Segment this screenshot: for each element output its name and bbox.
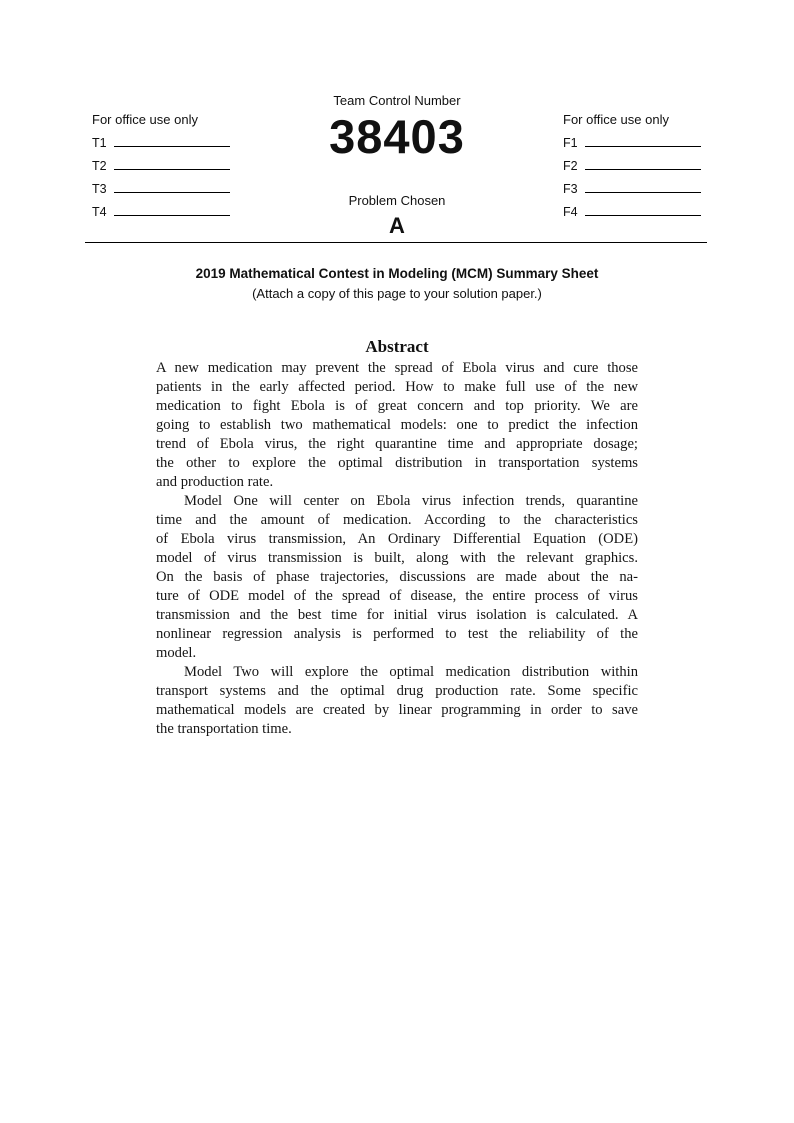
abstract-line: going to establish two mathematical models: one to predict the infection bbox=[156, 417, 638, 433]
blank-line-f1 bbox=[585, 134, 701, 147]
blank-line-t3 bbox=[114, 180, 230, 193]
office-use-block-right bbox=[563, 112, 701, 226]
problem-chosen-label: Problem Chosen bbox=[348, 193, 446, 208]
office-field-row-f1 bbox=[563, 134, 701, 157]
abstract-line: transport systems and the optimal drug production rate. Some specific bbox=[156, 683, 638, 699]
office-field-row-f2 bbox=[563, 157, 701, 180]
office-field-row-t1 bbox=[92, 134, 230, 157]
office-field-label-f1: F1 bbox=[563, 136, 578, 150]
blank-line-t1 bbox=[114, 134, 230, 147]
sheet-subtitle: (Attach a copy of this page to your solution paper.) bbox=[252, 286, 542, 301]
abstract-line: Model One will center on Ebola virus infection trends, quarantine bbox=[184, 493, 638, 509]
office-use-right-title: For office use only bbox=[563, 112, 669, 127]
divider-rule bbox=[85, 242, 707, 243]
office-field-label-t2: T2 bbox=[92, 159, 107, 173]
problem-chosen-value: A bbox=[389, 213, 405, 238]
team-control-number-value: 38403 bbox=[329, 110, 465, 163]
office-field-row-t3 bbox=[92, 180, 230, 203]
abstract-line: mathematical models are created by linear programming in order to save bbox=[156, 702, 638, 718]
office-field-row-t2 bbox=[92, 157, 230, 180]
abstract-line: Model Two will explore the optimal medication distribution within bbox=[184, 664, 638, 680]
office-use-left-title: For office use only bbox=[92, 112, 198, 127]
abstract-line: medication to fight Ebola is of great concern and top priority. We are bbox=[156, 398, 638, 414]
abstract-line: the other to explore the optimal distribution in transportation systems bbox=[156, 455, 638, 471]
office-field-row-t4 bbox=[92, 203, 230, 226]
blank-line-f3 bbox=[585, 180, 701, 193]
blank-line-t4 bbox=[114, 203, 230, 216]
abstract-paragraph bbox=[156, 359, 638, 492]
abstract-line: trend of Ebola virus, the right quarantine time and appropriate dosage; bbox=[156, 436, 638, 452]
office-field-row-f4 bbox=[563, 203, 701, 226]
blank-line-f4 bbox=[585, 203, 701, 216]
office-field-label-f3: F3 bbox=[563, 182, 578, 196]
team-control-number-label: Team Control Number bbox=[333, 93, 461, 108]
blank-line-t2 bbox=[114, 157, 230, 170]
sheet-title: 2019 Mathematical Contest in Modeling (MCM) Summary Sheet bbox=[195, 266, 599, 281]
abstract-line: model. bbox=[156, 645, 197, 661]
abstract-line: model of virus transmission is built, along with the relevant graphics. bbox=[156, 550, 638, 566]
office-field-row-f3 bbox=[563, 180, 701, 203]
abstract-paragraph bbox=[156, 492, 638, 663]
office-field-label-t4: T4 bbox=[92, 205, 107, 219]
office-field-label-f4: F4 bbox=[563, 205, 578, 219]
abstract-paragraph bbox=[156, 663, 638, 739]
abstract-line: A new medication may prevent the spread of Ebola virus and cure those bbox=[156, 360, 638, 376]
abstract-heading: Abstract bbox=[365, 337, 429, 356]
blank-line-f2 bbox=[585, 157, 701, 170]
abstract-line: of Ebola virus transmission, An Ordinary Differential Equation (ODE) bbox=[156, 531, 638, 547]
abstract-body bbox=[156, 359, 638, 739]
office-field-label-t3: T3 bbox=[92, 182, 107, 196]
abstract-line: the transportation time. bbox=[156, 721, 292, 737]
office-field-label-t1: T1 bbox=[92, 136, 107, 150]
office-use-block-left bbox=[92, 112, 230, 226]
abstract-line: patients in the early affected period. How to make full use of the new bbox=[156, 379, 638, 395]
abstract-line: and production rate. bbox=[156, 474, 274, 490]
office-field-label-f2: F2 bbox=[563, 159, 578, 173]
abstract-line: transmission and the best time for initial virus isolation is calculated. A bbox=[156, 607, 638, 623]
abstract-line: ture of ODE model of the spread of disease, the entire process of virus bbox=[156, 588, 638, 604]
abstract-line: time and the amount of medication. According to the characteristics bbox=[156, 512, 638, 528]
abstract-line: nonlinear regression analysis is performed to test the reliability of the bbox=[156, 626, 638, 642]
abstract-line: On the basis of phase trajectories, discussions are made about the na- bbox=[156, 569, 638, 585]
